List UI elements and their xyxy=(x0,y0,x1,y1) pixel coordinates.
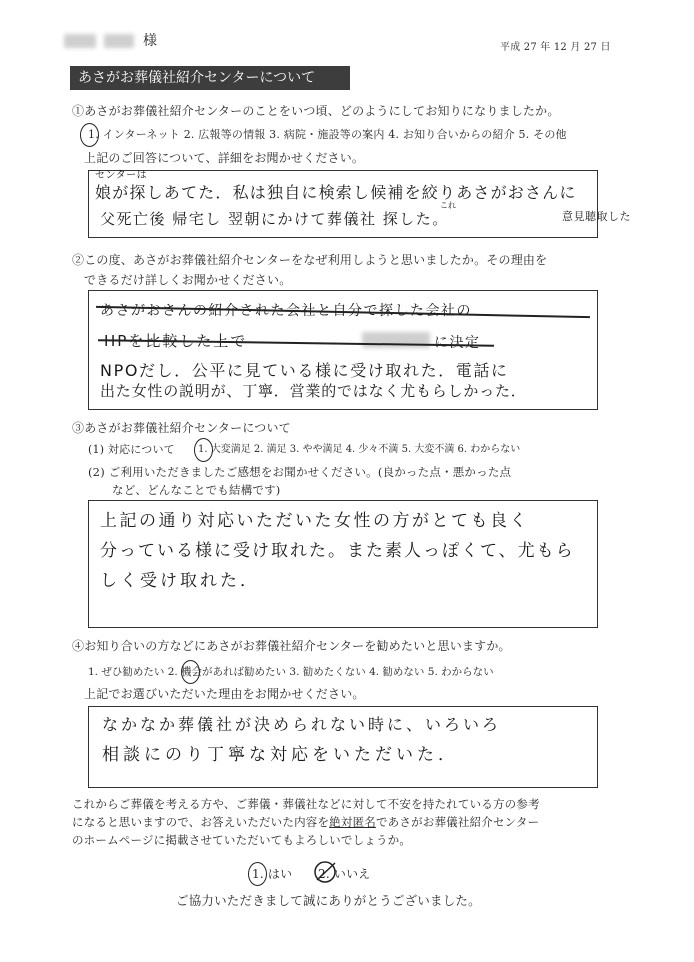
q4-selected-circle xyxy=(181,660,200,684)
thanks-message: ご協力いただきまして誠にありがとうございました。 xyxy=(176,893,481,908)
q1-prompt: 上記のご回答について、詳細をお聞かせください。 xyxy=(84,151,365,165)
q4-question: ④お知り合いの方などにあさがお葬儀社紹介センターを勧めたいと思いますか。 xyxy=(72,639,511,653)
q2-question-line1: ②この度、あさがお葬儀社紹介センターをなぜ利用しようと思いましたか。その理由を xyxy=(72,253,548,267)
consent-line2-a: になると思いますので、お答えいただいた内容を xyxy=(72,815,330,829)
consent-no-option[interactable]: 2. いいえ xyxy=(318,867,371,881)
q3-selected-circle xyxy=(194,438,213,462)
q3-answer-line1: 上記の通り対応いただいた女性の方がとても良く xyxy=(100,511,529,531)
scribble-icon xyxy=(313,860,339,884)
q2-answer-line1: NPOだし．公平に見ている様に受け取れた．電話に xyxy=(100,361,509,380)
q1-answer-line1: 娘が探しあてた．私は独自に検索し候補を絞りあさがおさんに xyxy=(95,183,577,202)
consent-no-scribble xyxy=(313,860,339,884)
q1-answer-insert: これ xyxy=(440,201,456,210)
page-title: あさがお葬儀社紹介センターについて xyxy=(70,66,350,90)
q1-options: 1. インターネット 2. 広報等の情報 3. 病院・施設等の案内 4. お知り合いからの紹介 5. その他 xyxy=(88,128,567,141)
q4-answer-line1: なかなか葬儀社が決められない時に、いろいろ xyxy=(102,715,502,734)
consent-yes-option[interactable]: 1. はい xyxy=(252,867,293,881)
q2-struck-line1: あさがおさんの紹介された会社と自分で探した会社の xyxy=(100,303,472,319)
q3-answer-line2: 分っている様に受け取れた。また素人っぽくて、尤もら xyxy=(100,541,575,561)
consent-line2 xyxy=(72,814,539,830)
q4-answer-line2: 相談にのり丁寧な対応をいただいた． xyxy=(102,745,459,765)
q1-answer-line2: 父死亡後 帰宅し 翌朝にかけて葬儀社 探した。 xyxy=(100,210,449,228)
q1-selected-circle xyxy=(80,123,99,147)
redacted-name xyxy=(64,34,96,48)
form-date: 平成 27 年 12 月 27 日 xyxy=(500,42,611,53)
q3-sub1-options: 1. 大変満足 2. 満足 3. やや満足 4. 少々不満 5. 大変不満 6. わからない xyxy=(198,444,521,455)
q3-question: ③あさがお葬儀社紹介センターについて xyxy=(72,421,291,435)
consent-anonymous: 絶対匿名 xyxy=(329,815,376,829)
q3-sub2-line1: (2) ご利用いただきましたご感想をお聞かせください。(良かった点・悪かった点 xyxy=(88,465,512,479)
q3-answer-line3: しく受け取れた． xyxy=(100,571,260,591)
q3-sub2-line2: など、どんなことでも結構です) xyxy=(112,483,281,497)
consent-yes-circle xyxy=(248,862,267,886)
consent-line2-c: であさがお葬儀社紹介センター xyxy=(375,815,540,829)
q2-struck-line2: HPを比較した上で xyxy=(104,332,248,350)
q2-answer-line2: 出た女性の説明が、丁寧．営業的ではなく尤もらしかった． xyxy=(100,382,527,400)
redacted-name-2 xyxy=(104,34,134,48)
honorific: 様 xyxy=(143,33,158,49)
q3-sub1-label: (1) 対応について xyxy=(88,443,175,456)
consent-line1: これからご葬儀を考える方や、ご葬儀・葬儀社などに対して不安を持たれている方の参考 xyxy=(72,797,540,811)
q2-struck-line2-end: に決定 xyxy=(434,335,481,351)
q1-answer-small: センターは xyxy=(95,170,148,181)
q1-answer-side: 意見聴取した xyxy=(562,210,631,223)
q1-question: ①あさがお葬儀社紹介センターのことをいつ頃、どのようにしてお知りになりましたか。 xyxy=(72,104,560,118)
q4-prompt: 上記でお選びいただいた理由をお聞かせください。 xyxy=(84,687,365,701)
consent-line3: のホームページに掲載させていただいてもよろしいでしょうか。 xyxy=(72,833,412,847)
q4-options: 1. ぜひ勧めたい 2. 機会があれば勧めたい 3. 勧めたくない 4. 勧めない 5. わからない xyxy=(88,666,494,678)
q2-question-line2: できるだけ詳しくお聞かせください。 xyxy=(84,273,292,287)
